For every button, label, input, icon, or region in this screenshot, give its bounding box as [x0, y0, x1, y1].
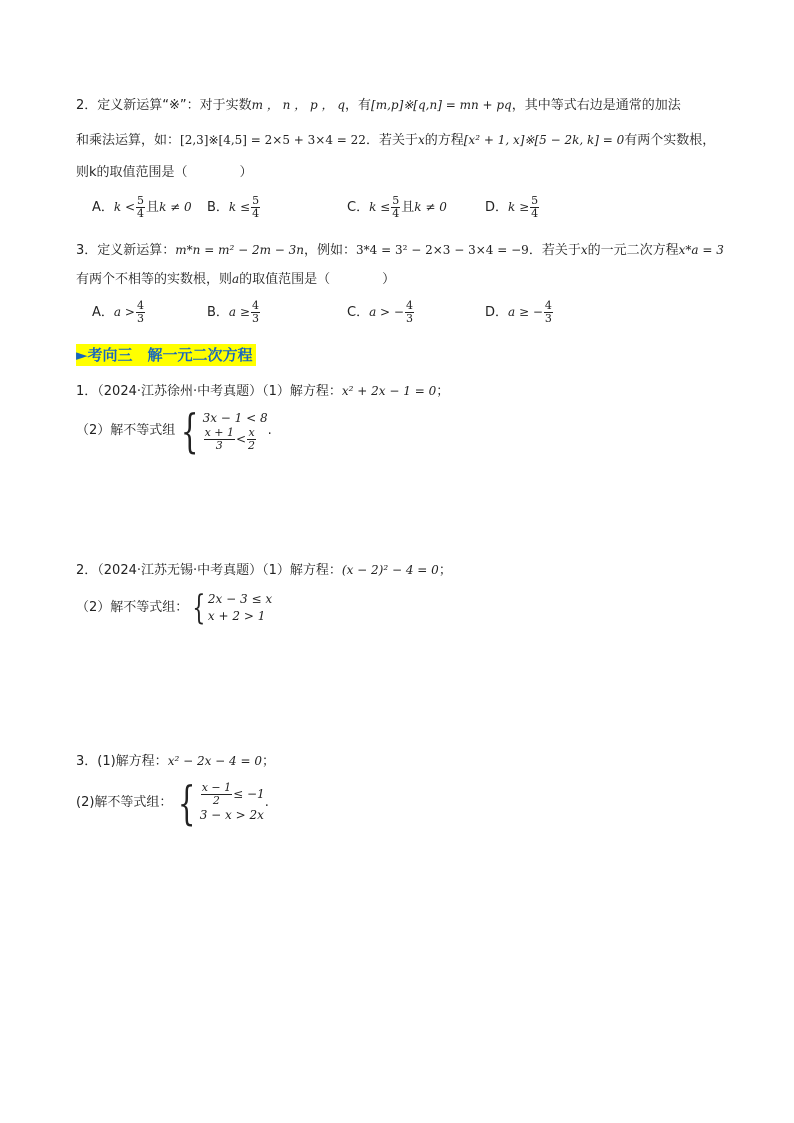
fraction — [247, 427, 256, 452]
fraction — [136, 195, 145, 220]
q3-line2 — [76, 270, 395, 289]
system-lines — [203, 410, 268, 452]
denominator: 2 — [212, 794, 220, 807]
fraction — [204, 427, 235, 452]
fraction — [251, 300, 260, 325]
p2-part2-label: （2）解不等式组： — [76, 600, 189, 615]
q2-definition-formula: [m,p]※[q,n] = mn + pq — [371, 98, 512, 112]
numerator: x − 1 — [201, 781, 232, 794]
q2-equation: [x² + 1, x]※[5 − 2k, k] = 0 — [463, 133, 625, 147]
numerator: 4 — [405, 299, 413, 312]
option-label: B． — [207, 305, 229, 320]
p1-line1 — [76, 382, 449, 401]
system-line-2 — [203, 427, 268, 452]
p3-line1 — [76, 752, 275, 771]
brace-icon: { — [181, 404, 199, 458]
fraction — [544, 300, 553, 325]
p2-text: 2．（2024·江苏无锡·中考真题）（1）解方程： — [76, 563, 342, 578]
numerator: 5 — [137, 194, 145, 207]
p1-text-b: ； — [436, 384, 450, 399]
option-expr: k ≥ — [508, 200, 530, 214]
option-expr: k < — [113, 200, 136, 214]
option-expr: a ≥ — [228, 305, 250, 319]
denominator: 2 — [248, 439, 256, 452]
p1-part2-label: （2）解不等式组 — [76, 423, 176, 438]
q2-line2-text-d: 有两个实数根， — [624, 133, 716, 148]
denominator: 4 — [531, 207, 539, 220]
p1-line2 — [76, 404, 272, 458]
q2-text-c: ，其中等式右边是通常的加法 — [511, 98, 681, 113]
option-label: D． — [485, 305, 509, 320]
q3-x-var: x — [580, 243, 588, 257]
q2-line3: 则k的取值范围是（ ） — [76, 165, 253, 180]
option-label: C． — [347, 200, 370, 215]
q2-line1 — [76, 96, 681, 115]
denominator: 4 — [252, 207, 260, 220]
fraction — [391, 195, 400, 220]
q3-definition-formula: m*n = m² − 2m − 3n — [175, 243, 305, 257]
option-cond: k ≠ 0 — [414, 200, 447, 214]
p3-inequality-system — [172, 776, 265, 830]
numerator: x — [248, 426, 255, 439]
p2-equation: (x − 2)² − 4 = 0 — [341, 563, 439, 577]
system-lines — [200, 782, 265, 824]
section-title: 考向三 解一元二次方程 — [87, 346, 253, 364]
q3-text: 3．定义新运算： — [76, 243, 176, 258]
numerator: 4 — [136, 299, 144, 312]
p3-equation: x² − 2x − 4 = 0 — [167, 754, 262, 768]
brace-icon: { — [178, 776, 196, 830]
denominator: 3 — [544, 312, 552, 325]
option-text: 且 — [146, 200, 160, 215]
fraction — [530, 195, 539, 220]
option-expr: a > — [113, 305, 135, 319]
q3-text-b: ，例如： — [304, 243, 357, 258]
fraction — [136, 300, 145, 325]
q2-vars: m ， n ， p ， q — [251, 98, 345, 112]
section-heading — [76, 344, 256, 366]
q2-text: 2．定义新运算“※”：对于实数 — [76, 98, 252, 113]
q3-option-b[interactable] — [207, 300, 261, 325]
q2-option-c[interactable] — [347, 195, 447, 220]
p3-line2 — [76, 776, 269, 830]
denominator: 3 — [215, 439, 223, 452]
option-label: B． — [207, 200, 229, 215]
option-expr: k ≤ — [228, 200, 251, 214]
q2-example-formula: [2,3]※[4,5] = 2×5 + 3×4 = 22 — [180, 133, 366, 147]
numerator: 4 — [544, 299, 552, 312]
triangle-arrow-icon: ► — [76, 346, 88, 364]
q2-option-d[interactable] — [485, 195, 540, 220]
system-lines — [208, 591, 272, 625]
p1-text: 1．（2024·江苏徐州·中考真题）（1）解方程： — [76, 384, 342, 399]
denominator: 4 — [137, 207, 145, 220]
p3-text: 3．(1)解方程： — [76, 754, 168, 769]
relation: ≤ −1 — [233, 787, 265, 801]
numerator: 5 — [252, 194, 260, 207]
p1-end: . — [267, 423, 272, 438]
q3-option-a[interactable] — [92, 300, 146, 325]
p3-text-b: ； — [262, 754, 276, 769]
numerator: 5 — [392, 194, 400, 207]
fraction — [251, 195, 260, 220]
p2-line2 — [76, 588, 273, 628]
p2-text-b: ； — [438, 563, 452, 578]
option-label: D． — [485, 200, 509, 215]
p1-equation: x² + 2x − 1 = 0 — [341, 384, 437, 398]
numerator: 5 — [531, 194, 539, 207]
relation: < — [235, 432, 247, 446]
q2-text-b: ，有 — [345, 98, 372, 113]
q2-line2-text-c: 的方程 — [424, 133, 464, 148]
q2-line2-text-b: ．若关于 — [365, 133, 418, 148]
p2-inequality-system — [188, 588, 273, 628]
option-label: C． — [347, 305, 370, 320]
denominator: 3 — [136, 312, 144, 325]
fraction — [201, 782, 232, 807]
q3-option-d[interactable] — [485, 300, 554, 325]
q2-x-var: x — [417, 133, 425, 147]
option-expr: a ≥ − — [508, 305, 543, 319]
p3-end: . — [264, 795, 269, 810]
system-line-1 — [200, 782, 265, 807]
fraction — [405, 300, 414, 325]
p3-part2-label: (2)解不等式组： — [76, 795, 173, 810]
q3-a-var: a — [232, 272, 240, 286]
q2-option-b[interactable] — [207, 195, 261, 220]
system-line-1: 3x − 1 < 8 — [202, 411, 268, 425]
option-expr: k ≤ — [369, 200, 391, 214]
numerator: x + 1 — [204, 426, 234, 439]
option-label: A． — [92, 305, 114, 320]
option-expr: a > − — [369, 305, 404, 319]
q3-line1 — [76, 241, 724, 260]
q3-text-c: ．若关于 — [528, 243, 581, 258]
q2-option-a[interactable] — [92, 195, 192, 220]
q3-line2-text-b: 的取值范围是（ ） — [239, 272, 396, 287]
p1-inequality-system — [175, 404, 268, 458]
system-line-2: 3 − x > 2x — [199, 808, 264, 822]
system-line-2: x + 2 > 1 — [207, 609, 266, 623]
denominator: 4 — [392, 207, 400, 220]
denominator: 3 — [251, 312, 259, 325]
q3-example-formula: 3*4 = 3² − 2×3 − 3×4 = −9 — [356, 243, 529, 257]
numerator: 4 — [251, 299, 259, 312]
option-label: A． — [92, 200, 114, 215]
denominator: 3 — [405, 312, 413, 325]
q2-line2-text: 和乘法运算，如： — [76, 133, 181, 148]
brace-icon: { — [192, 588, 206, 628]
q3-text-d: 的一元二次方程 — [587, 243, 679, 258]
option-text: 且 — [401, 200, 415, 215]
system-line-1: 2x − 3 ≤ x — [207, 592, 273, 606]
p2-line1 — [76, 561, 452, 580]
option-cond: k ≠ 0 — [159, 200, 192, 214]
q3-line2-text: 有两个不相等的实数根，则 — [76, 272, 233, 287]
q3-equation: x*a = 3 — [678, 243, 724, 257]
q2-line2 — [76, 131, 715, 150]
q3-option-c[interactable] — [347, 300, 415, 325]
